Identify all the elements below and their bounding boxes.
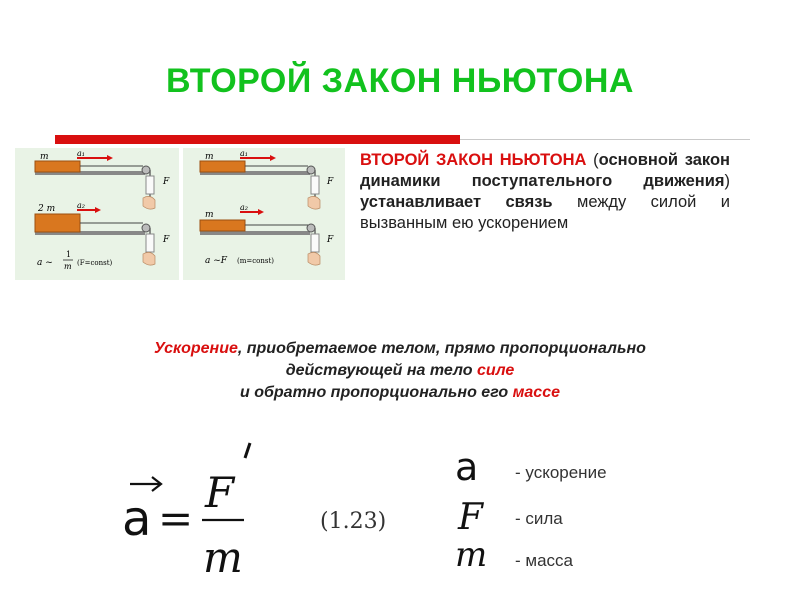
experiment-illustration [15,148,345,280]
legend-symbol-m: m [455,535,488,575]
law-definition: ВТОРОЙ ЗАКОН НЬЮТОНА (основной закон динамики поступательного движения) устанавливает связь между силой и вызванным ею ускорением [360,151,730,232]
right-bottom-setup [200,203,334,266]
legend-text-a: - ускорение [515,463,607,482]
svg-text:a ~: a ~ [37,258,53,268]
accel-arrow-icon [107,155,113,161]
legend-text-F: - сила [515,509,563,528]
accel-arrow-icon [270,155,276,161]
svg-text:1: 1 [66,250,72,259]
title-underline [55,135,460,144]
left-top-setup [35,149,170,209]
svg-text:m: m [205,152,214,162]
formula-num: F [205,468,235,517]
svg-text:F: F [327,235,334,245]
formula-lhs: a [122,491,152,547]
accel-arrow-icon [95,207,101,213]
accel-label: a₁ [77,149,85,158]
formula-den: m [203,533,243,582]
svg-text:a₂: a₂ [77,201,85,210]
svg-text:F: F [163,235,170,245]
svg-text:a₁: a₁ [240,149,248,158]
svg-text:a ~F: a ~F [205,256,228,266]
title-underline-thin [460,139,750,140]
formula-number: (1.23) [320,509,387,534]
right-top-setup [200,149,334,209]
left-bottom-setup [35,201,170,271]
svg-text:2 m: 2 m [38,204,56,214]
svg-text:m: m [205,210,214,220]
accel-arrow-icon [258,209,264,215]
newton-formula [110,440,470,590]
legend-symbol-a: a [455,445,479,489]
svg-text:a₂: a₂ [240,203,248,212]
legend-symbol-F: F [458,497,483,538]
block-left-top [35,161,80,172]
page-title: ВТОРОЙ ЗАКОН НЬЮТОНА [166,62,634,100]
svg-text:m: m [64,262,72,271]
svg-text:F: F [163,177,170,187]
mass-label: m [40,152,49,162]
svg-text:F: F [327,177,334,187]
definition-heading: ВТОРОЙ ЗАКОН НЬЮТОНА [360,151,587,169]
law-statement: Ускорение, приобретаемое телом, прямо пропорционально действующей на тело силе и обратно пропорционально его массе [154,340,646,401]
svg-text:(m=const): (m=const) [237,257,275,265]
legend-text-m: - масса [515,551,573,570]
dynamometer-left-top [146,176,154,194]
formula-eq: = [158,494,194,543]
svg-text:(F=const): (F=const) [77,259,113,267]
block-left-bottom [35,214,80,232]
